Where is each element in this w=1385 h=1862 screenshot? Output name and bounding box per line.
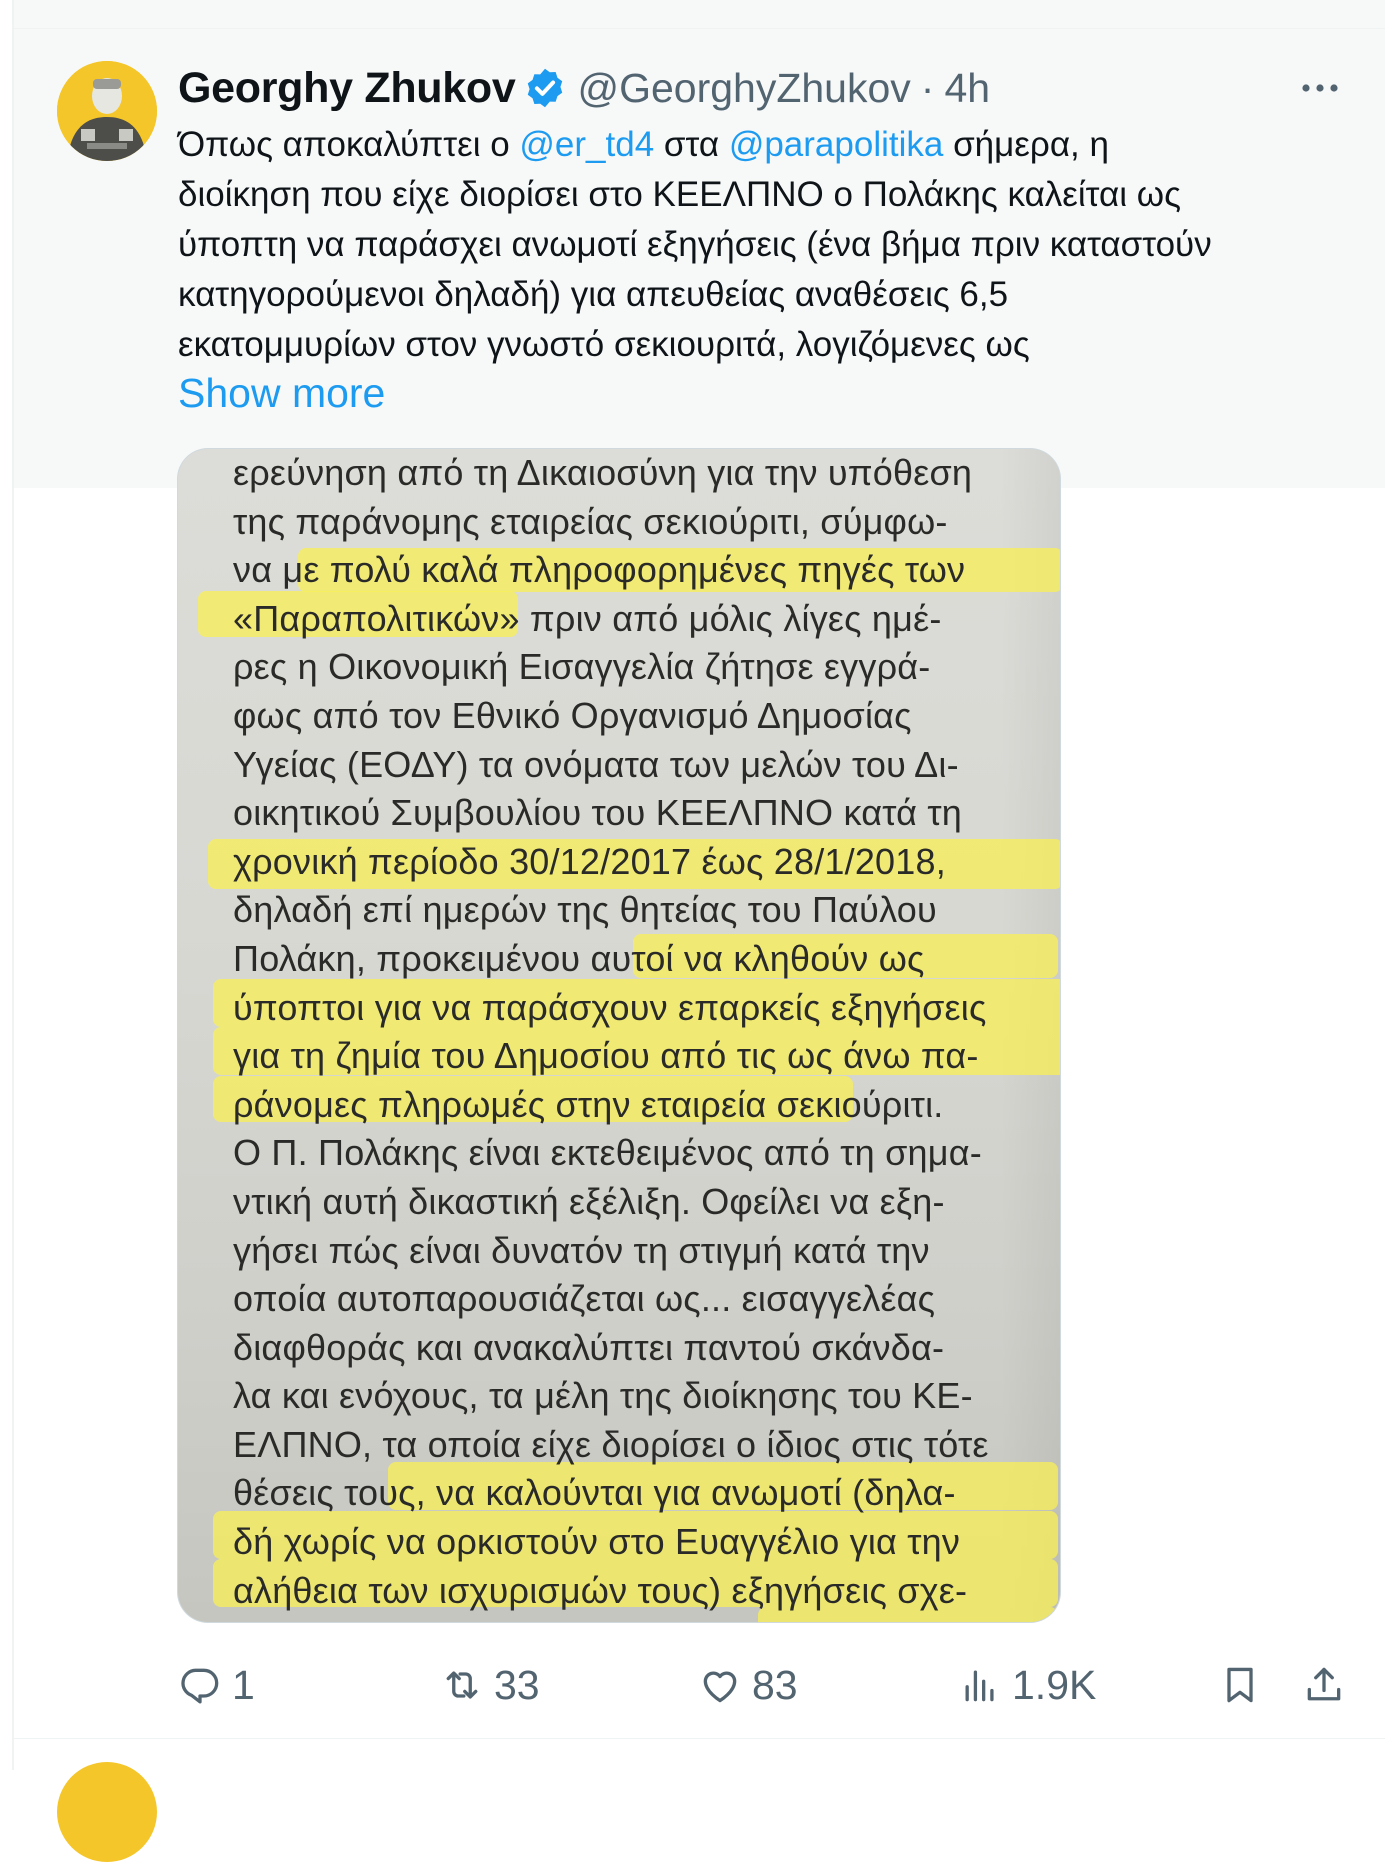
newspaper-line: οικητικού Συμβουλίου του ΚΕΕΛΠΝΟ κατά τη	[233, 792, 962, 834]
newspaper-line: ρες η Οικονομική Εισαγγελία ζήτησε εγγρά-	[233, 646, 931, 688]
reply-button[interactable]	[178, 1655, 255, 1715]
newspaper-line: φως από τον Εθνικό Οργανισμό Δημοσίας	[233, 694, 912, 736]
newspaper-line: ράνομες πληρωμές στην εταιρεία σεκιούριτι.	[233, 1083, 944, 1125]
tweet-action-bar	[178, 1655, 1348, 1715]
views-icon	[958, 1663, 1002, 1707]
like-count: 83	[752, 1661, 798, 1708]
newspaper-line: οποία αυτοπαρουσιάζεται ως... εισαγγελέας	[233, 1278, 936, 1320]
newspaper-line: να με πολύ καλά πληροφορημένες πηγές των	[233, 549, 966, 591]
newspaper-line: λα και ενόχους, τα μέλη της διοίκησης του ΚΕ-	[233, 1375, 973, 1417]
show-more-link[interactable]: Show more	[178, 370, 386, 416]
newspaper-line: ΕΛΠΝΟ, τα οποία είχε διορίσει ο ίδιος στις τότε	[233, 1423, 989, 1465]
newspaper-line: αλήθεια των ισχυρισμών τους) εξηγήσεις σχε-	[233, 1569, 968, 1611]
share-icon	[1302, 1663, 1346, 1707]
newspaper-line: της παράνομης εταιρείας σεκιούριτι, σύμφω-	[233, 500, 948, 542]
newspaper-line: Πολάκη, προκειμένου αυτοί να κληθούν ως	[233, 937, 925, 979]
views-count: 1.9K	[1012, 1661, 1097, 1708]
tweet-text-line: κατηγορούμενοι δηλαδή) για απευθείας αναθέσεις 6,5	[178, 275, 1009, 314]
reply-icon	[178, 1663, 222, 1707]
newspaper-line: χρονική περίοδο 30/12/2017 έως 28/1/2018,	[233, 840, 946, 882]
repost-button[interactable]	[440, 1655, 540, 1715]
reply-count: 1	[232, 1661, 255, 1708]
newspaper-line: Υγείας (ΕΟΔΥ) τα ονόματα των μελών του Δι-	[233, 743, 959, 785]
newspaper-line: ύποπτοι για να παράσχουν επαρκείς εξηγήσεις	[233, 986, 987, 1028]
bottom-divider	[14, 1738, 1385, 1739]
author-handle[interactable]: @GeorghyZhukov	[577, 64, 911, 111]
header-separator: ·	[920, 64, 935, 111]
newspaper-line: δηλαδή επί ημερών της θητείας του Παύλου	[233, 889, 937, 931]
like-icon	[698, 1663, 742, 1707]
bookmark-icon	[1218, 1663, 1262, 1707]
newspaper-line: θέσεις τους, να καλούνται για ανωμοτί (δηλα-	[233, 1472, 956, 1514]
newspaper-line: διαφθοράς και ανακαλύπτει παντού σκάνδα-	[233, 1326, 945, 1368]
mention-link[interactable]: @parapolitika	[728, 125, 944, 164]
next-tweet-avatar[interactable]	[57, 1762, 157, 1862]
more-icon[interactable]	[1298, 66, 1342, 110]
tweet-text-segment: Όπως αποκαλύπτει ο	[178, 125, 520, 164]
mention-link[interactable]: @er_td4	[519, 125, 655, 164]
tweet-text-line: διοίκηση που είχε διορίσει στο ΚΕΕΛΠΝΟ ο Πολάκης καλείται ως	[178, 175, 1181, 214]
like-button[interactable]	[698, 1655, 798, 1715]
top-divider	[14, 28, 1385, 29]
tweet-text-line: εκατομμυρίων στον γνωστό σεκιουριτά, λογιζόμενες ως	[178, 325, 1030, 364]
tweet-text	[178, 120, 1348, 370]
tweet-header	[178, 60, 990, 116]
newspaper-line: δή χωρίς να ορκιστούν στο Ευαγγέλιο για την	[233, 1521, 961, 1563]
newspaper-line: Ο Π. Πολάκης είναι εκτεθειμένος από τη σημα-	[233, 1132, 982, 1174]
verified-badge-icon	[523, 66, 567, 110]
tweet-text-segment: στα	[654, 125, 729, 164]
newspaper-text	[233, 449, 1060, 1615]
views-button[interactable]	[958, 1655, 1096, 1715]
avatar-portrait-icon	[57, 61, 157, 161]
repost-count: 33	[494, 1661, 540, 1708]
newspaper-line: για τη ζημία του Δημοσίου από τις ως άνω πα-	[233, 1035, 979, 1077]
newspaper-line: «Παραπολιτικών» πριν από μόλις λίγες ημέ-	[233, 597, 942, 639]
tweet-text-segment: σήμερα, η	[943, 125, 1109, 164]
newspaper-line: ερεύνηση από τη Δικαιοσύνη για την υπόθεση	[233, 452, 973, 493]
bookmark-button[interactable]	[1218, 1655, 1262, 1715]
tweet-text-line: ύποπτη να παράσχει ανωμοτί εξηγήσεις (ένα βήμα πριν καταστούν	[178, 225, 1212, 264]
avatar[interactable]	[57, 61, 157, 161]
share-button[interactable]	[1302, 1655, 1346, 1715]
newspaper-line: ντική αυτή δικαστική εξέλιξη. Οφείλει να εξη-	[233, 1180, 945, 1222]
tweet-media-image[interactable]	[178, 449, 1060, 1622]
author-name[interactable]: Georghy Zhukov	[178, 63, 516, 112]
tweet-text-line	[178, 120, 1348, 170]
repost-icon	[440, 1663, 484, 1707]
newspaper-line: γήσει πώς είναι δυνατόν τη στιγμή κατά την	[233, 1229, 930, 1271]
tweet-timestamp[interactable]: 4h	[944, 64, 991, 111]
